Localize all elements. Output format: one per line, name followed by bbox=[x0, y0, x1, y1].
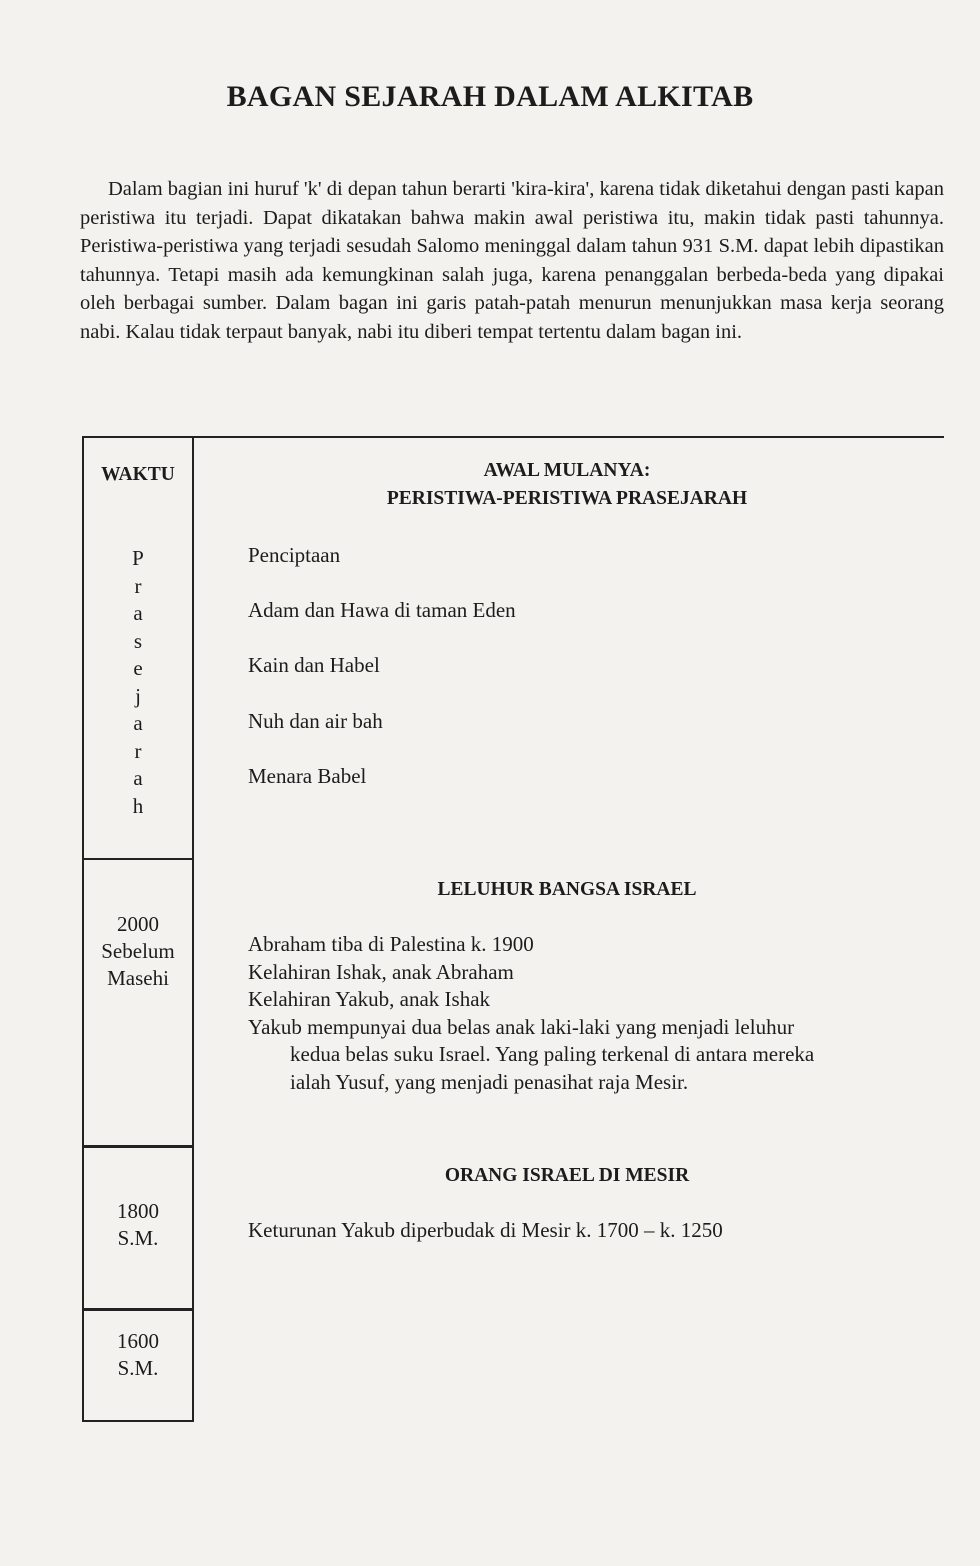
prasejarah-vertical-label bbox=[84, 545, 192, 820]
event-item: Keturunan Yakub diperbudak di Mesir k. 1700 – k. 1250 bbox=[248, 1218, 723, 1242]
event-item: Kain dan Habel bbox=[248, 653, 380, 677]
era-year: 2000 bbox=[117, 912, 159, 936]
event-item: Kelahiran Yakub, anak Ishak bbox=[248, 987, 491, 1011]
era-text: S.M. bbox=[117, 1226, 159, 1250]
event-item: Menara Babel bbox=[248, 764, 367, 788]
event-item-continuation: kedua belas suku Israel. Yang paling terkenal di antara mereka bbox=[290, 1042, 815, 1066]
event-item: Yakub mempunyai dua belas anak laki-laki yang menjadi leluhur bbox=[248, 1014, 795, 1039]
prasejarah-letter: j bbox=[135, 683, 141, 708]
prasejarah-letter: a bbox=[133, 766, 143, 790]
section-heading-leluhur: LELUHUR BANGSA ISRAEL bbox=[437, 879, 697, 900]
time-cell-1800 bbox=[82, 1146, 194, 1310]
era-year: 1800 bbox=[117, 1199, 159, 1223]
event-item: Kelahiran Ishak, anak Abraham bbox=[248, 959, 514, 984]
prasejarah-letter: a bbox=[133, 601, 143, 625]
prasejarah-letter: e bbox=[133, 656, 143, 680]
event-list-leluhur bbox=[248, 931, 928, 1096]
era-label bbox=[84, 1328, 192, 1382]
prasejarah-letter: P bbox=[132, 546, 144, 570]
era-text: Sebelum bbox=[101, 939, 175, 963]
event-list-mesir bbox=[248, 1217, 928, 1245]
era-text: S.M. bbox=[117, 1356, 159, 1380]
section-heading-awal-mulanya bbox=[190, 457, 944, 513]
event-item: Penciptaan bbox=[248, 543, 341, 567]
waktu-header: WAKTU bbox=[101, 464, 175, 485]
event-item-continuation: ialah Yusuf, yang menjadi penasihat raja Mesir. bbox=[290, 1069, 689, 1094]
era-label bbox=[84, 911, 192, 992]
prasejarah-letter: s bbox=[133, 628, 143, 653]
prasejarah-letter: r bbox=[134, 573, 142, 598]
page-title: BAGAN SEJARAH DALAM ALKITAB bbox=[226, 80, 754, 113]
prasejarah-letter: r bbox=[134, 738, 142, 763]
era-year: 1600 bbox=[117, 1329, 159, 1353]
section-heading-mesir: ORANG ISRAEL DI MESIR bbox=[444, 1165, 690, 1186]
heading-line: AWAL MULANYA: bbox=[483, 460, 651, 481]
time-cell-prasejarah bbox=[82, 437, 194, 860]
table-top-rule bbox=[82, 436, 944, 438]
era-label bbox=[84, 1198, 192, 1252]
prasejarah-letter: h bbox=[132, 793, 144, 818]
event-item: Adam dan Hawa di taman Eden bbox=[248, 598, 516, 622]
event-item: Abraham tiba di Palestina k. 1900 bbox=[248, 932, 534, 956]
era-text: Masehi bbox=[107, 966, 169, 990]
intro-paragraph: Dalam bagian ini huruf 'k' di depan tahun berarti 'kira-kira', karena tidak diketahui dengan pasti kapan peristiwa itu terjadi. Dapat dikatakan bahwa makin awal peristiwa itu, makin tidak pasti tahunnya. Peristiwa-peristiwa yang terjadi sesudah Salomo meninggal dalam tahun 931 S.M. dapat lebih dipastikan tahunnya. Tetapi masih ada kemungkinan salah juga, karena penanggalan berbeda-beda yang dipakai oleh berbagai sumber. Dalam bagan ini garis patah-patah menurun menunjukkan masa kerja seorang nabi. Kalau tidak terpaut banyak, nabi itu diberi tempat tertentu dalam bagan ini. bbox=[80, 178, 944, 343]
heading-line: PERISTIWA-PERISTIWA PRASEJARAH bbox=[386, 488, 748, 509]
event-item: Nuh dan air bah bbox=[248, 709, 383, 733]
time-cell-1600 bbox=[82, 1309, 194, 1422]
prasejarah-letter: a bbox=[133, 711, 143, 735]
time-cell-2000 bbox=[82, 859, 194, 1147]
